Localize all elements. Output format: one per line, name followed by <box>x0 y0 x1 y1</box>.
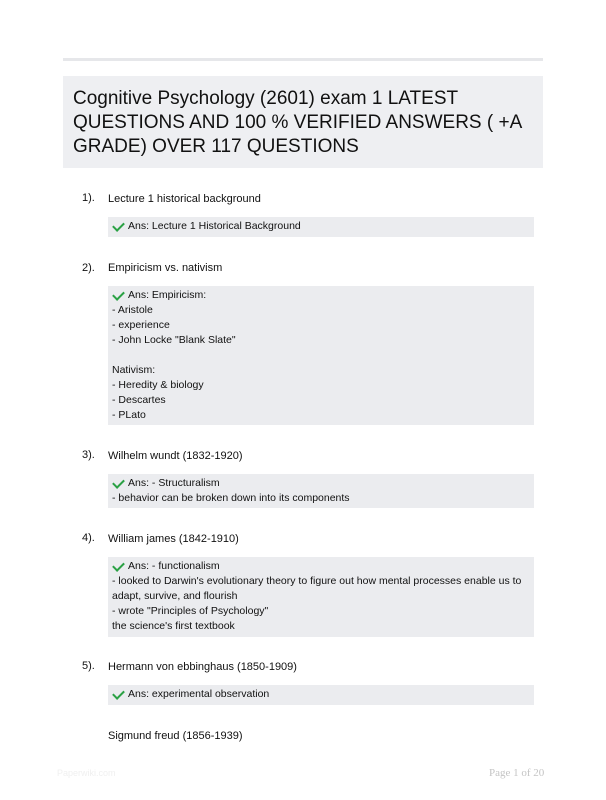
page-title: Cognitive Psychology (2601) exam 1 LATEST QUESTIONS AND 100 % VERIFIED ANSWERS ( +A GRADE) OVER 117 QUESTIONS <box>73 88 522 157</box>
question-text: Wilhelm wundt (1832-1920) <box>108 450 243 462</box>
answer-line: - wrote "Principles of Psychology" <box>112 605 269 617</box>
answer-box <box>108 286 534 425</box>
answer-box <box>108 217 534 237</box>
question-text: Hermann von ebbinghaus (1850-1909) <box>108 661 297 673</box>
answer-line: - looked to Darwin's evolutionary theory to figure out how mental processes enable us to <box>112 575 522 587</box>
question-text: Sigmund freud (1856-1939) <box>108 730 243 742</box>
question-number: 3). <box>82 449 95 461</box>
answer-line: - PLato <box>112 409 146 421</box>
page-number: Page 1 of 20 <box>489 767 545 779</box>
answer-line: - behavior can be broken down into its components <box>112 492 350 504</box>
answer-line: Ans: Empiricism: <box>112 288 530 303</box>
answer-line: - Heredity & biology <box>112 379 204 391</box>
checkmark-icon <box>112 288 125 301</box>
answer-line: Ans: experimental observation <box>112 687 530 702</box>
question-number: 2). <box>82 262 95 274</box>
footer-site: Paperwiki.com <box>57 768 116 778</box>
question-number: 5). <box>82 660 95 672</box>
answer-line: - John Locke "Blank Slate" <box>112 334 236 346</box>
top-divider <box>63 58 543 61</box>
checkmark-icon <box>112 476 125 489</box>
answer-line: Ans: - Structuralism <box>112 476 530 491</box>
checkmark-icon <box>112 559 125 572</box>
answer-box <box>108 557 534 637</box>
answer-line <box>112 348 530 363</box>
answer-line: adapt, survive, and flourish <box>112 590 238 602</box>
answer-line: - Aristole <box>112 304 153 316</box>
answer-line: - experience <box>112 319 170 331</box>
answer-line: - Descartes <box>112 394 166 406</box>
question-number: 4). <box>82 532 95 544</box>
checkmark-icon <box>112 219 125 232</box>
question-text: Lecture 1 historical background <box>108 193 261 205</box>
title-box <box>63 76 543 168</box>
question-text: William james (1842-1910) <box>108 533 239 545</box>
answer-line: Ans: - functionalism <box>112 559 530 574</box>
question-number: 1). <box>82 192 95 204</box>
answer-box <box>108 474 534 508</box>
question-text: Empiricism vs. nativism <box>108 262 223 274</box>
answer-line: Nativism: <box>112 364 156 376</box>
checkmark-icon <box>112 687 125 700</box>
answer-line: the science's first textbook <box>112 620 235 632</box>
answer-line: Ans: Lecture 1 Historical Background <box>112 219 530 234</box>
answer-box <box>108 685 534 705</box>
